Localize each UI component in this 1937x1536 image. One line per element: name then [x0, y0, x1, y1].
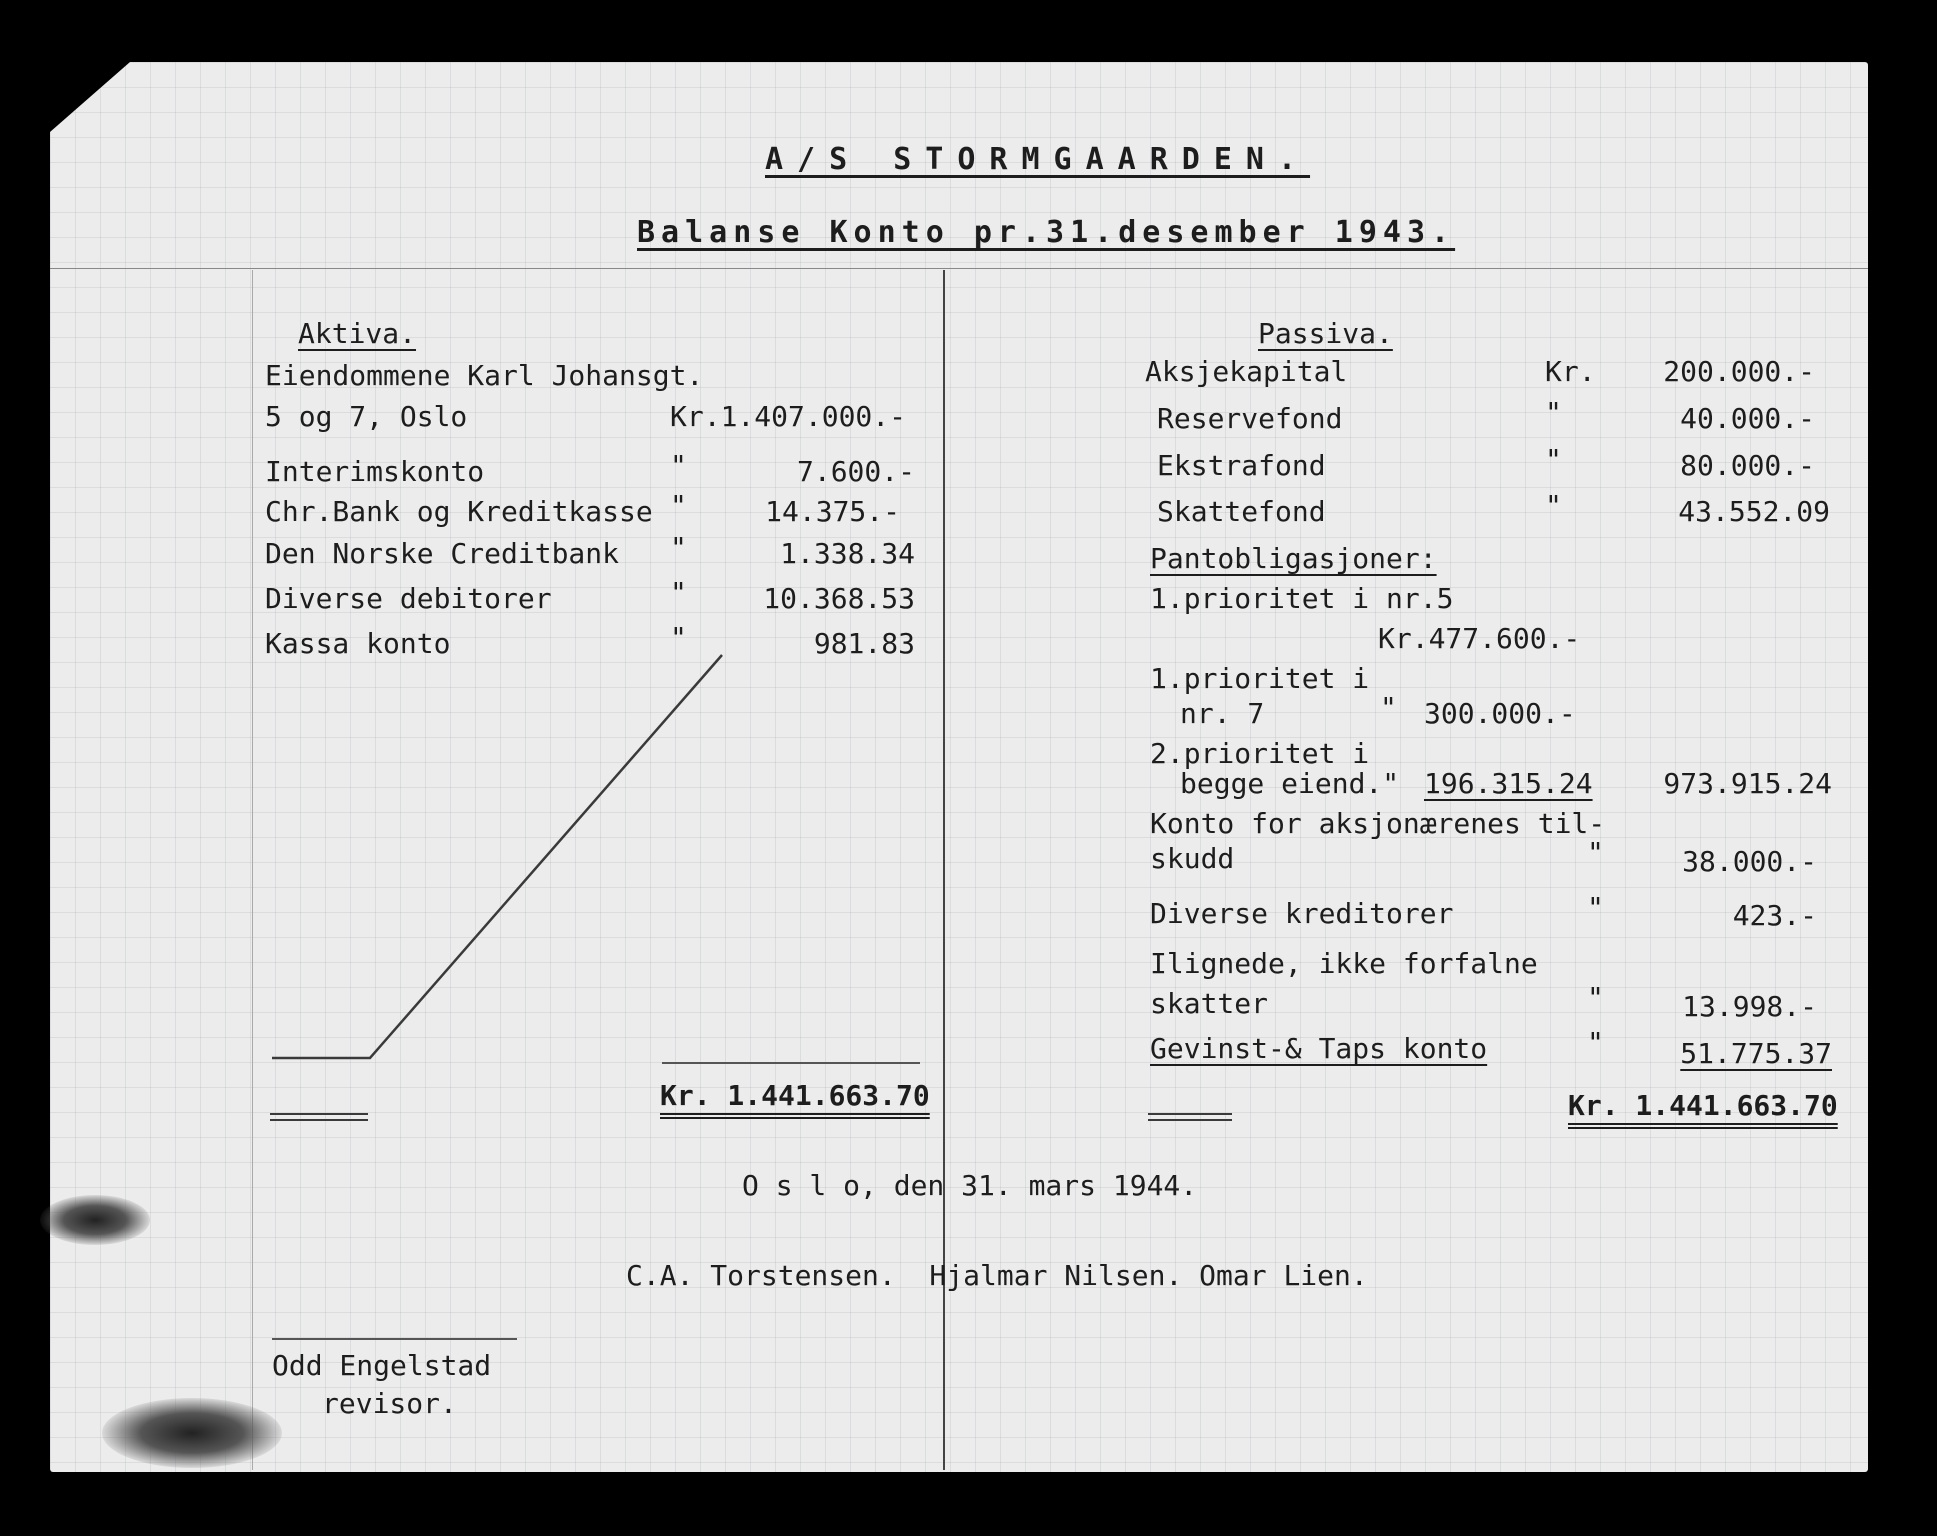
- gevinst-taps-label: Gevinst-& Taps konto: [1150, 1032, 1488, 1065]
- prioritet-2-amount: 196.315.24: [1424, 767, 1593, 800]
- aktiva-row-label: Kassa konto: [265, 627, 451, 660]
- ditto-mark: ": [670, 449, 687, 482]
- aktiva-total: Kr. 1.441.663.70: [660, 1079, 930, 1112]
- ditto-mark: ": [670, 576, 687, 609]
- board-signatures: C.A. Torstensen. Hjalmar Nilsen. Omar Lien.: [626, 1259, 1368, 1292]
- passiva-row-label: Reservefond: [1157, 402, 1343, 435]
- ink-smudge: [102, 1398, 282, 1468]
- ilignede-amount: 13.998.-: [1682, 990, 1817, 1023]
- prioritet-1-nr7-b: nr. 7: [1180, 697, 1265, 730]
- revisor-name: Odd Engelstad: [272, 1349, 492, 1382]
- konto-aksjonaerer-amount: 38.000.-: [1682, 845, 1817, 878]
- aktiva-property-line2: 5 og 7, Oslo: [265, 400, 468, 433]
- aktiva-row-amount: 10.368.53: [763, 582, 915, 615]
- ditto-mark: ": [1587, 836, 1604, 869]
- ink-smudge: [40, 1195, 150, 1245]
- prioritet-2-b: begge eiend.": [1180, 767, 1400, 800]
- ditto-mark: ": [670, 621, 687, 654]
- ilignede-b: skatter: [1150, 987, 1269, 1020]
- prioritet-1-nr7-a: 1.prioritet i: [1150, 662, 1370, 695]
- passiva-row-amount: 80.000.-: [1680, 449, 1815, 482]
- ditto-mark: ": [1545, 396, 1562, 429]
- diverse-kreditorer-label: Diverse kreditorer: [1150, 897, 1454, 930]
- passiva-total: Kr. 1.441.663.70: [1568, 1089, 1838, 1122]
- aksjekapital-currency: Kr.: [1545, 355, 1596, 388]
- aktiva-property-amount: Kr.1.407.000.-: [670, 400, 907, 433]
- prioritet-2-a: 2.prioritet i: [1150, 737, 1370, 770]
- ditto-mark: ": [1587, 1026, 1604, 1059]
- ditto-mark: ": [1380, 691, 1397, 724]
- diverse-kreditorer-amount: 423.-: [1732, 899, 1817, 932]
- aktiva-row-label: Chr.Bank og Kreditkasse: [265, 495, 653, 528]
- aksjekapital-label: Aksjekapital: [1145, 355, 1348, 388]
- aksjekapital-amount: 200.000.-: [1663, 355, 1815, 388]
- ditto-mark: ": [1587, 891, 1604, 924]
- passiva-row-amount: 43.552.09: [1678, 495, 1830, 528]
- aktiva-property-line1: Eiendommene Karl Johansgt.: [265, 359, 704, 392]
- aktiva-row-amount: 981.83: [813, 627, 915, 660]
- place-date: O s l o, den 31. mars 1944.: [742, 1169, 1198, 1202]
- ditto-mark: ": [1545, 489, 1562, 522]
- ilignede-a: Ilignede, ikke forfalne: [1150, 947, 1538, 980]
- aktiva-row-amount: 1.338.34: [780, 537, 915, 570]
- prioritet-1-nr5: 1.prioritet i nr.5: [1150, 582, 1454, 615]
- pantobligasjoner-total: 973.915.24: [1663, 767, 1832, 800]
- aktiva-row-amount: 7.600.-: [796, 455, 915, 488]
- ditto-mark: ": [1545, 443, 1562, 476]
- ditto-mark: ": [670, 489, 687, 522]
- aktiva-row-label: Interimskonto: [265, 455, 485, 488]
- aktiva-row-amount: 14.375.-: [765, 495, 900, 528]
- passiva-row-amount: 40.000.-: [1680, 402, 1815, 435]
- aktiva-title: Aktiva.: [298, 317, 417, 350]
- revisor-signature-line: [272, 1338, 517, 1340]
- aktiva-row-label: Den Norske Creditbank: [265, 537, 620, 570]
- konto-aksjonaerer-a: Konto for aksjonærenes til-: [1150, 807, 1606, 840]
- ditto-mark: ": [670, 531, 687, 564]
- konto-aksjonaerer-b: skudd: [1150, 842, 1235, 875]
- aktiva-row-label: Diverse debitorer: [265, 582, 552, 615]
- passiva-row-label: Ekstrafond: [1157, 449, 1326, 482]
- company-title: A/S STORMGAARDEN.: [765, 142, 1311, 177]
- prioritet-1-nr7-amount: 300.000.-: [1424, 697, 1576, 730]
- balance-heading: Balanse Konto pr.31.desember 1943.: [637, 215, 1456, 250]
- pantobligasjoner-title: Pantobligasjoner:: [1150, 542, 1437, 575]
- passiva-row-label: Skattefond: [1157, 495, 1326, 528]
- revisor-title: revisor.: [322, 1387, 457, 1420]
- ditto-mark: ": [1587, 981, 1604, 1014]
- prioritet-1-nr5-amount: Kr.477.600.-: [1378, 622, 1581, 655]
- gevinst-taps-amount: 51.775.37: [1680, 1037, 1832, 1070]
- passiva-title: Passiva.: [1258, 317, 1393, 350]
